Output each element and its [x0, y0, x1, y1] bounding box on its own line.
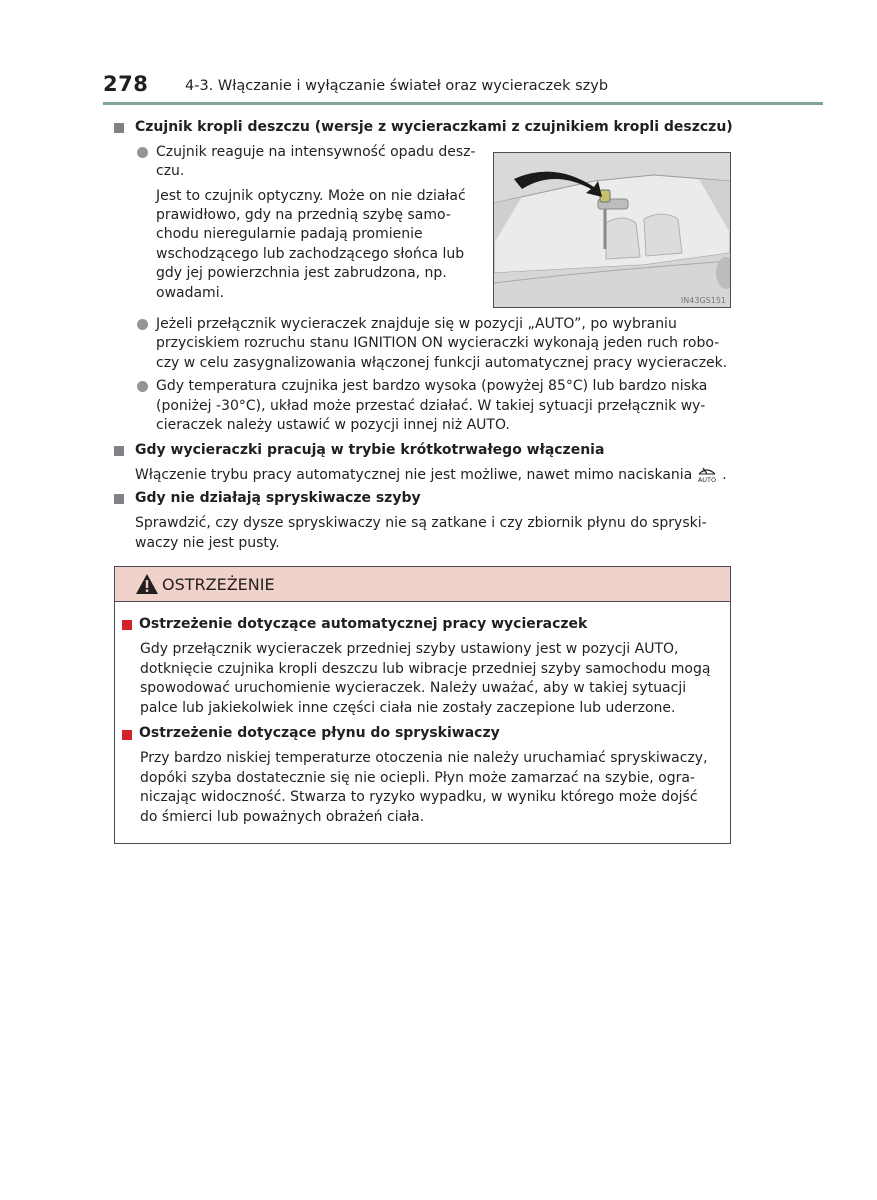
- section-square-icon: [114, 494, 124, 504]
- bullet1-cont-line6: owadami.: [156, 285, 225, 301]
- bullet3-line1: Gdy temperatura czujnika jest bardzo wysoka (powyżej 85°C) lub bardzo niska: [156, 378, 708, 394]
- bullet1-cont-line4: wschodzącego lub zachodzącego słońca lub: [156, 246, 465, 262]
- washers-line1: Sprawdzić, czy dysze spryskiwaczy nie są zatkane i czy zbiornik płynu do spryski-: [135, 515, 707, 531]
- header-rule: [103, 102, 823, 105]
- short-mode-heading: Gdy wycieraczki pracują w trybie krótkotrwałego włączenia: [135, 442, 605, 458]
- bullet3-line3: cieraczek należy ustawić w pozycji innej niż AUTO.: [156, 417, 510, 433]
- bullet1-cont-line2: prawidłowo, gdy na przednią szybę samo-: [156, 207, 451, 223]
- section-square-icon: [114, 446, 124, 456]
- washers-heading: Gdy nie działają spryskiwacze szyby: [135, 490, 421, 506]
- warning-item1-heading: Ostrzeżenie dotyczące automatycznej pracy wycieraczek: [139, 616, 588, 632]
- bullet2-line2: przyciskiem rozruchu stanu IGNITION ON wycieraczki wykonają jeden ruch robo-: [156, 335, 720, 351]
- warning-item1-line1: Gdy przełącznik wycieraczek przedniej szyby ustawiony jest w pozycji AUTO,: [140, 641, 679, 657]
- warning-title: OSTRZEŻENIE: [162, 575, 275, 594]
- warning-item2-line1: Przy bardzo niskiej temperaturze otoczenia nie należy uruchamiać spryskiwaczy,: [140, 750, 708, 766]
- warning-triangle-icon: [135, 573, 159, 595]
- short-mode-text-after: .: [722, 467, 727, 483]
- section-square-icon: [114, 123, 124, 133]
- page-header: [103, 72, 823, 102]
- bullet1-line2: czu.: [156, 163, 185, 179]
- bullet-dot-icon: [137, 381, 148, 392]
- bullet2-line3: czy w celu zasygnalizowania włączonej funkcji automatycznej pracy wycieraczek.: [156, 355, 728, 371]
- warning-item2-heading: Ostrzeżenie dotyczące płynu do spryskiwaczy: [139, 725, 500, 741]
- page-number: 278: [103, 72, 149, 96]
- section-title: 4-3. Włączanie i wyłączanie świateł oraz wycieraczek szyb: [185, 78, 609, 94]
- wiper-auto-icon: [695, 465, 719, 483]
- warning-item2-line4: do śmierci lub poważnych obrażeń ciała.: [140, 809, 425, 825]
- warning-header: [115, 567, 730, 602]
- warning-item1-line4: palce lub jakiekolwiek inne części ciała nie zostały zaczepione lub uderzone.: [140, 700, 676, 716]
- bullet1-cont-line5: gdy jej powierzchnia jest zabrudzona, np.: [156, 265, 447, 281]
- warning-item2-line2: dopóki szyba dostatecznie się nie ociepli. Płyn może zamarzać na szybie, ogra-: [140, 770, 695, 786]
- bullet1-line1: Czujnik reaguje na intensywność opadu desz-: [156, 144, 476, 160]
- short-mode-text: [135, 465, 727, 486]
- windshield-illustration-icon: [494, 153, 730, 307]
- rain-sensor-illustration: [493, 152, 731, 308]
- rain-sensor-heading: Czujnik kropli deszczu (wersje z wycieraczkami z czujnikiem kropli deszczu): [135, 119, 733, 135]
- figure-code: IN43GS151: [680, 296, 726, 305]
- short-mode-text-before: Włączenie trybu pracy automatycznej nie jest możliwe, nawet mimo naciskania: [135, 467, 693, 483]
- washers-line2: waczy nie jest pusty.: [135, 535, 280, 551]
- bullet1-cont-line3: chodu nieregularnie padają promienie: [156, 226, 423, 242]
- bullet2-line1: Jeżeli przełącznik wycieraczek znajduje się w pozycji „AUTO”, po wybraniu: [156, 316, 677, 332]
- warning-item1-line2: dotknięcie czujnika kropli deszczu lub wibracje przedniej szyby samochodu mogą: [140, 661, 711, 677]
- bullet1-cont-line1: Jest to czujnik optyczny. Może on nie działać: [156, 188, 466, 204]
- bullet3-line2: (poniżej -30°C), układ może przestać działać. W takiej sytuacji przełącznik wy-: [156, 398, 706, 414]
- warning-item1-line3: spowodować uruchomienie wycieraczek. Należy uważać, aby w takiej sytuacji: [140, 680, 687, 696]
- warning-square-icon: [122, 620, 132, 630]
- warning-item2-line3: niczając widoczność. Stwarza to ryzyko wypadku, w wyniku którego może dojść: [140, 789, 698, 805]
- warning-box: [114, 566, 731, 844]
- bullet-dot-icon: [137, 319, 148, 330]
- warning-square-icon: [122, 730, 132, 740]
- wiper-auto-icon-label: AUTO: [698, 476, 717, 483]
- bullet-dot-icon: [137, 147, 148, 158]
